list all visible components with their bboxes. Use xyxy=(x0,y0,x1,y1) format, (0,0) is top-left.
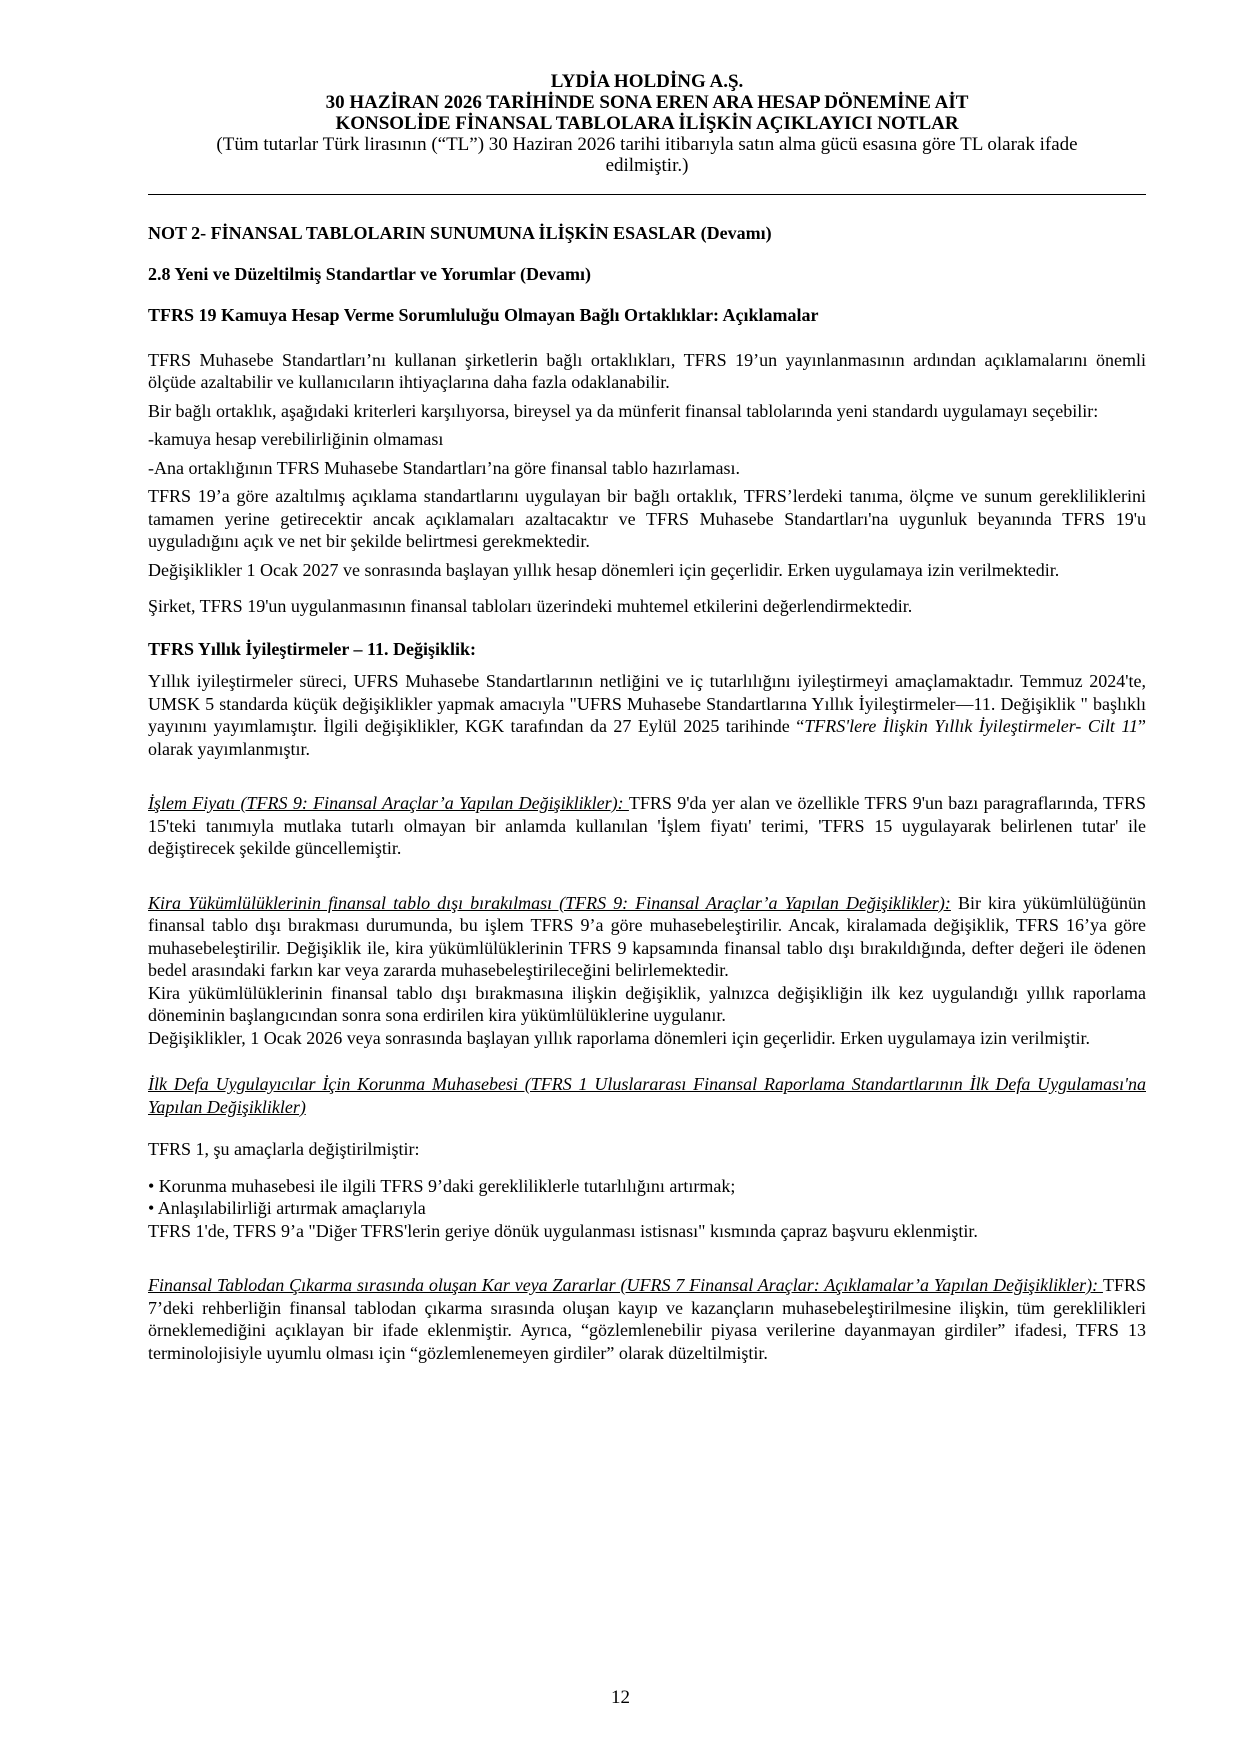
kira-title: Kira Yükümlülüklerinin finansal tablo dışı bırakılması (TFRS 9: Finansal Araçlar’a Yapılan Değişiklikler): xyxy=(148,892,951,913)
tfrs19-paragraph-3: TFRS 19’a göre azaltılmış açıklama standartlarını uygulayan bir bağlı ortaklık, TFRS’lerdeki tanıma, ölçme ve sunum gerekliliklerini tamamen yerine getirecektir ancak açıklamaları azaltacaktır ve TFRS Muhasebe Standartları'na uygunluk beyanında TFRS 19'u uyguladığını açık ve net bir şekilde belirtmesi gerekmektedir. xyxy=(148,486,1146,551)
ilk-defa-title: İlk Defa Uygulayıcılar İçin Korunma Muhasebesi (TFRS 1 Uluslararası Finansal Raporlama Standartlarının İlk Defa Uygulaması'na Yapılan Değişiklikler) xyxy=(148,1074,1146,1117)
page-number: 12 xyxy=(611,1687,630,1708)
page-header xyxy=(148,71,1146,176)
tfrs19-paragraph-2: Bir bağlı ortaklık, aşağıdaki kriterleri karşılıyorsa, bireysel ya da münferit finansal tablolarında yeni standardı uygulamayı seçebilir: xyxy=(148,400,1099,421)
page-body xyxy=(148,222,1146,1370)
tfrs19-criterion-2: -Ana ortaklığının TFRS Muhasebe Standartları’na göre finansal tablo hazırlaması. xyxy=(148,457,741,478)
tfrs19-heading: TFRS 19 Kamuya Hesap Verme Sorumluluğu Olmayan Bağlı Ortaklıklar: Açıklamalar xyxy=(148,305,819,325)
kira-paragraph-3: Değişiklikler, 1 Ocak 2026 veya sonrasında başlayan yıllık raporlama dönemleri için geçerlidir. Erken uygulamaya izin verilmiştir. xyxy=(148,1027,1091,1048)
islem-fiyati-paragraph: İşlem Fiyatı (TFRS 9: Finansal Araçlar’a Yapılan Değişiklikler): TFRS 9'da yer alan ve özellikle TFRS 9'un bazı paragraflarında, TFRS 15'teki tanımıyla mutlaka tutarlı olmayan bir anlamda kullanılan 'İşlem fiyatı' terimi, 'TFRS 15 uygulayarak belirlenen tutar' ile değiştirecek şekilde güncellemiştir. xyxy=(148,793,1146,858)
ilk-defa-paragraph: TFRS 1'de, TFRS 9’a "Diğer TFRS'lerin geriye dönük uygulanması istisnası" kısmında çapraz başvuru eklenmiştir. xyxy=(148,1220,978,1241)
ilk-defa-bullet-1: • Korunma muhasebesi ile ilgili TFRS 9’daki gerekliliklerle tutarlılığını artırmak; xyxy=(148,1175,736,1196)
tfrs19-paragraph-1: TFRS Muhasebe Standartları’nı kullanan şirketlerin bağlı ortaklıkları, TFRS 19’un yayınlanmasının ardından açıklamalarını önemli ölçüde azaltabilir ve kullanıcıların ihtiyaçlarına daha fazla odaklanabilir. xyxy=(148,349,1146,392)
tfrs19-paragraph-5: Şirket, TFRS 19'un uygulanmasının finansal tabloları üzerindeki muhtemel etkilerini değerlendirmektedir. xyxy=(148,596,913,616)
annual-improvements-heading: TFRS Yıllık İyileştirmeler – 11. Değişiklik: xyxy=(148,638,476,659)
company-name: LYDİA HOLDİNG A.Ş. xyxy=(550,71,744,92)
cilt-11-title: TFRS'lere İlişkin Yıllık İyileştirmeler- Cilt 11 xyxy=(804,716,1138,736)
kira-paragraph-2: Kira yükümlülüklerinin finansal tablo dışı bırakmasına ilişkin değişiklik, yalnızca değişikliğin ilk kez uygulandığı yıllık raporlama döneminin başlangıcından sonra sona erdirilen kira yükümlülüklerine uygulanır. xyxy=(148,982,1146,1025)
header-title-line-2: KONSOLİDE FİNANSAL TABLOLARA İLİŞKİN AÇIKLAYICI NOTLAR xyxy=(335,113,959,134)
ilk-defa-intro: TFRS 1, şu amaçlarla değiştirilmiştir: xyxy=(148,1139,420,1159)
tfrs19-paragraph-4: Değişiklikler 1 Ocak 2027 ve sonrasında başlayan yıllık hesap dönemleri için geçerlidir. Erken uygulamaya izin verilmektedir. xyxy=(148,559,1060,580)
header-title-line-1: 30 HAZİRAN 2026 TARİHİNDE SONA EREN ARA HESAP DÖNEMİNE AİT xyxy=(325,92,969,113)
header-note-line-1: (Tüm tutarlar Türk lirasının (“TL”) 30 Haziran 2026 tarihi itibarıyla satın alma gücü esasına göre TL olarak ifade xyxy=(216,134,1078,155)
note-heading: NOT 2- FİNANSAL TABLOLARIN SUNUMUNA İLİŞKİN ESASLAR (Devamı) xyxy=(148,223,772,243)
section-heading: 2.8 Yeni ve Düzeltilmiş Standartlar ve Yorumlar (Devamı) xyxy=(148,263,591,284)
ilk-defa-bullet-2: • Anlaşılabilirliği artırmak amaçlarıyla xyxy=(148,1198,426,1218)
header-note-line-2: edilmiştir.) xyxy=(605,155,689,176)
tfrs19-criterion-1: -kamuya hesap verebilirliğinin olmaması xyxy=(148,429,444,449)
header-divider xyxy=(148,194,1146,195)
islem-fiyati-title: İşlem Fiyatı (TFRS 9: Finansal Araçlar’a Yapılan Değişiklikler): xyxy=(148,793,629,813)
annual-improvements-paragraph: Yıllık iyileştirmeler süreci, UFRS Muhasebe Standartlarının netliğini ve iç tutarlılığını iyileştirmeyi amaçlamaktadır. Temmuz 2024'te, UMSK 5 standarda küçük değişiklikler yapmak amacıyla "UFRS Muhasebe Standartlarına Yıllık İyileştirmeler—11. Değişiklik " başlıklı yayınını yayımlamıştır. İlgili değişiklikler, KGK tarafından da 27 Eylül 2025 tarihinde “TFRS'lere İlişkin Yıllık İyileştirmeler- Cilt 11” olarak yayımlanmıştır. xyxy=(148,671,1146,759)
finansal-tablodan-paragraph: Finansal Tablodan Çıkarma sırasında oluşan Kar veya Zararlar (UFRS 7 Finansal Araçlar: Açıklamalar’a Yapılan Değişiklikler): TFRS 7’deki rehberliğin finansal tablodan çıkarma sırasında oluşan kayıp ve kazançların muhasebeleştirilmesine ilişkin, tüm gereklilikleri örneklemediğini açıklayan bir ifade eklenmiştir. Ayrıca, “gözlemlenebilir piyasa verilerine dayanmayan girdiler” ifadesi, TFRS 13 terminolojisiyle uyumlu olması için “gözlemlenemeyen girdiler” olarak düzeltilmiştir. xyxy=(148,1275,1146,1363)
finansal-tablodan-title: Finansal Tablodan Çıkarma sırasında oluşan Kar veya Zararlar (UFRS 7 Finansal Araçlar: Açıklamalar’a Yapılan Değişiklikler): xyxy=(148,1275,1103,1295)
kira-paragraph-1: Kira Yükümlülüklerinin finansal tablo dışı bırakılması (TFRS 9: Finansal Araçlar’a Yapılan Değişiklikler): Bir kira yükümlülüğünün finansal tablo dışı bırakması durumunda, bu işlem TFRS 9’a göre muhasebeleştirilir. Ancak, kiralamada değişiklik, TFRS 16’ya göre muhasebeleştirilir. Değişiklik ile, kira yükümlülüklerinin TFRS 9 kapsamında finansal tablo dışı bırakıldığında, defter değeri ile ödenen bedel arasındaki farkın kar veya zararda muhasebeleştirileceğini belirlemektedir. xyxy=(148,892,1146,980)
